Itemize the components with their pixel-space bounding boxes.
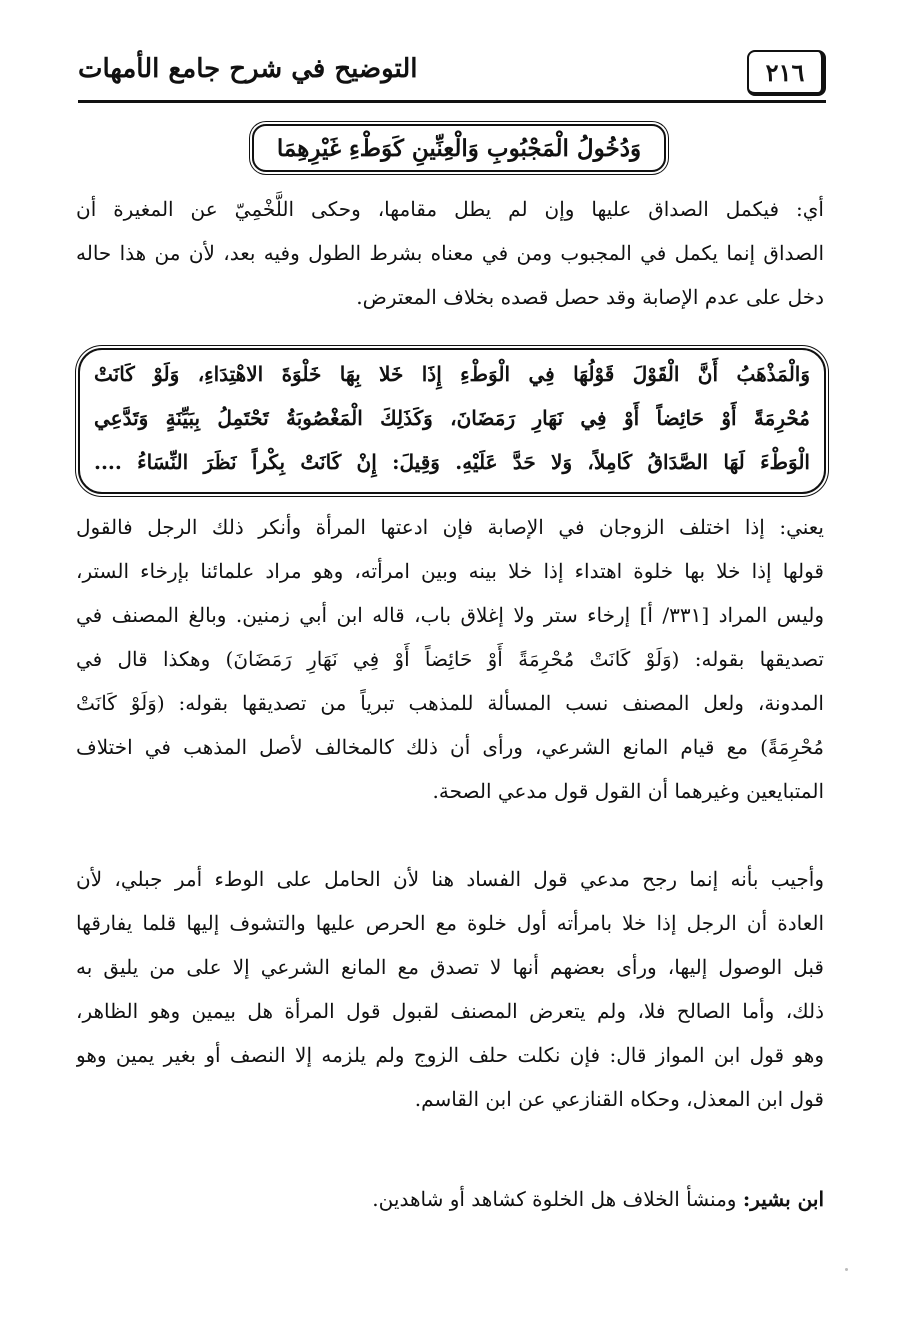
text-line: المدونة، ولعل المصنف نسب المسألة للمذهب تبرياً من تصديقها بقوله: (وَلَوْ كَانَتْ bbox=[76, 691, 824, 715]
text-line: وأجيب بأنه إنما رجح مدعي قول الفساد هنا لأن الحامل على الوطء أمر جبلي، لأن bbox=[76, 867, 824, 891]
matn-line: مُحْرِمَةً أَوْ حَائِضاً أَوْ فِي نَهَارِ رَمَضَانَ، وَكَذَلِكَ الْمَغْصُوبَةُ تَحْتَمِلُ بِبَيِّنَةٍ وَتَدَّعِي bbox=[94, 406, 810, 430]
text-line: دخل على عدم الإصابة وقد حصل قصده بخلاف المعترض. bbox=[356, 285, 824, 309]
page-header bbox=[78, 50, 826, 104]
text-line: الصداق إنما يكمل في المجبوب ومن في معناه بشرط الطول وفيه بعد، لأن من هذا حاله bbox=[76, 241, 824, 265]
commentary-paragraph-4 bbox=[76, 1177, 824, 1221]
scan-speck bbox=[845, 1268, 848, 1271]
text-line: يعني: إذا اختلف الزوجان في الإصابة فإن ادعتها المرأة وأنكر ذلك الرجل فالقول bbox=[76, 515, 824, 539]
cited-author: ابن بشير: bbox=[742, 1187, 824, 1211]
commentary-paragraph-2 bbox=[76, 505, 824, 813]
running-title: التوضيح في شرح جامع الأمهات bbox=[78, 54, 418, 84]
text-line: قولها إذا خلا بها خلوة اهتداء إذا خلا بينه وبين امرأته، وهو مراد علمائنا بإرخاء الستر، bbox=[76, 559, 824, 583]
matn-box bbox=[78, 348, 826, 494]
text-line: قبل الوصول إليها، ورأى بعضهم أنها لا تصدق مع المانع الشرعي إلا على من يليق به bbox=[76, 955, 824, 979]
text-line: وليس المراد [٣٣١/ أ] إرخاء ستر ولا إغلاق باب، قاله ابن أبي زمنين. وبالغ المصنف في bbox=[76, 603, 824, 627]
text-line: ذلك، وأما الصالح فلا، ولم يتعرض المصنف لقبول قول المرأة هل بيمين وهو الظاهر، bbox=[76, 999, 824, 1023]
text-line: المتبايعين وغيرهما أن القول قول مدعي الصحة. bbox=[432, 779, 824, 803]
page-number: ٢١٦ bbox=[747, 50, 826, 96]
commentary-paragraph-3 bbox=[76, 857, 824, 1121]
text-line: أي: فيكمل الصداق عليها وإن لم يطل مقامها، وحكى اللَّخْمِيّ عن المغيرة أن bbox=[76, 197, 824, 221]
quote-text: ومنشأ الخلاف هل الخلوة كشاهد أو شاهدين. bbox=[372, 1187, 743, 1211]
commentary-paragraph-1 bbox=[76, 187, 824, 319]
text-line: قول ابن المعذل، وحكاه القنازعي عن ابن القاسم. bbox=[414, 1087, 824, 1111]
matn-line: وَالْمَذْهَبُ أَنَّ الْقَوْلَ قَوْلُهَا فِي الْوَطْءِ إِذَا خَلا بِهَا خَلْوَةَ الاهْتِدَاءِ، وَلَوْ كَانَتْ bbox=[94, 362, 810, 386]
text-line: وهو قول ابن المواز قال: فإن نكلت حلف الزوج ولم يلزمه إلا النصف أو بغير يمين وهو bbox=[76, 1043, 824, 1067]
text-line: العادة أن الرجل إذا خلا بامرأته أول خلوة مع الحرص عليها والتشوف إليها قلما يفارقها bbox=[76, 911, 824, 935]
matn-heading: وَدُخُولُ الْمَجْبُوبِ وَالْعِنِّينِ كَوَطْءِ غَيْرِهِمَا bbox=[252, 124, 666, 172]
text-line: تصديقها بقوله: (وَلَوْ كَانَتْ مُحْرِمَةً أَوْ حَائِضاً أَوْ فِي نَهَارِ رَمَضَانَ) وهكذا قال في bbox=[76, 647, 824, 671]
header-rule bbox=[78, 100, 826, 103]
matn-line: الْوَطْءَ لَهَا الصَّدَاقُ كَامِلاً، وَلا حَدَّ عَلَيْهِ. وَقِيلَ: إِنْ كَانَتْ بِكْراً نَظَرَ النِّسَاءُ .... bbox=[94, 450, 810, 474]
text-line bbox=[76, 1177, 824, 1221]
text-line: مُحْرِمَةً) مع قيام المانع الشرعي، ورأى أن ذلك كالمخالف لأصل المذهب في اختلاف bbox=[76, 735, 824, 759]
